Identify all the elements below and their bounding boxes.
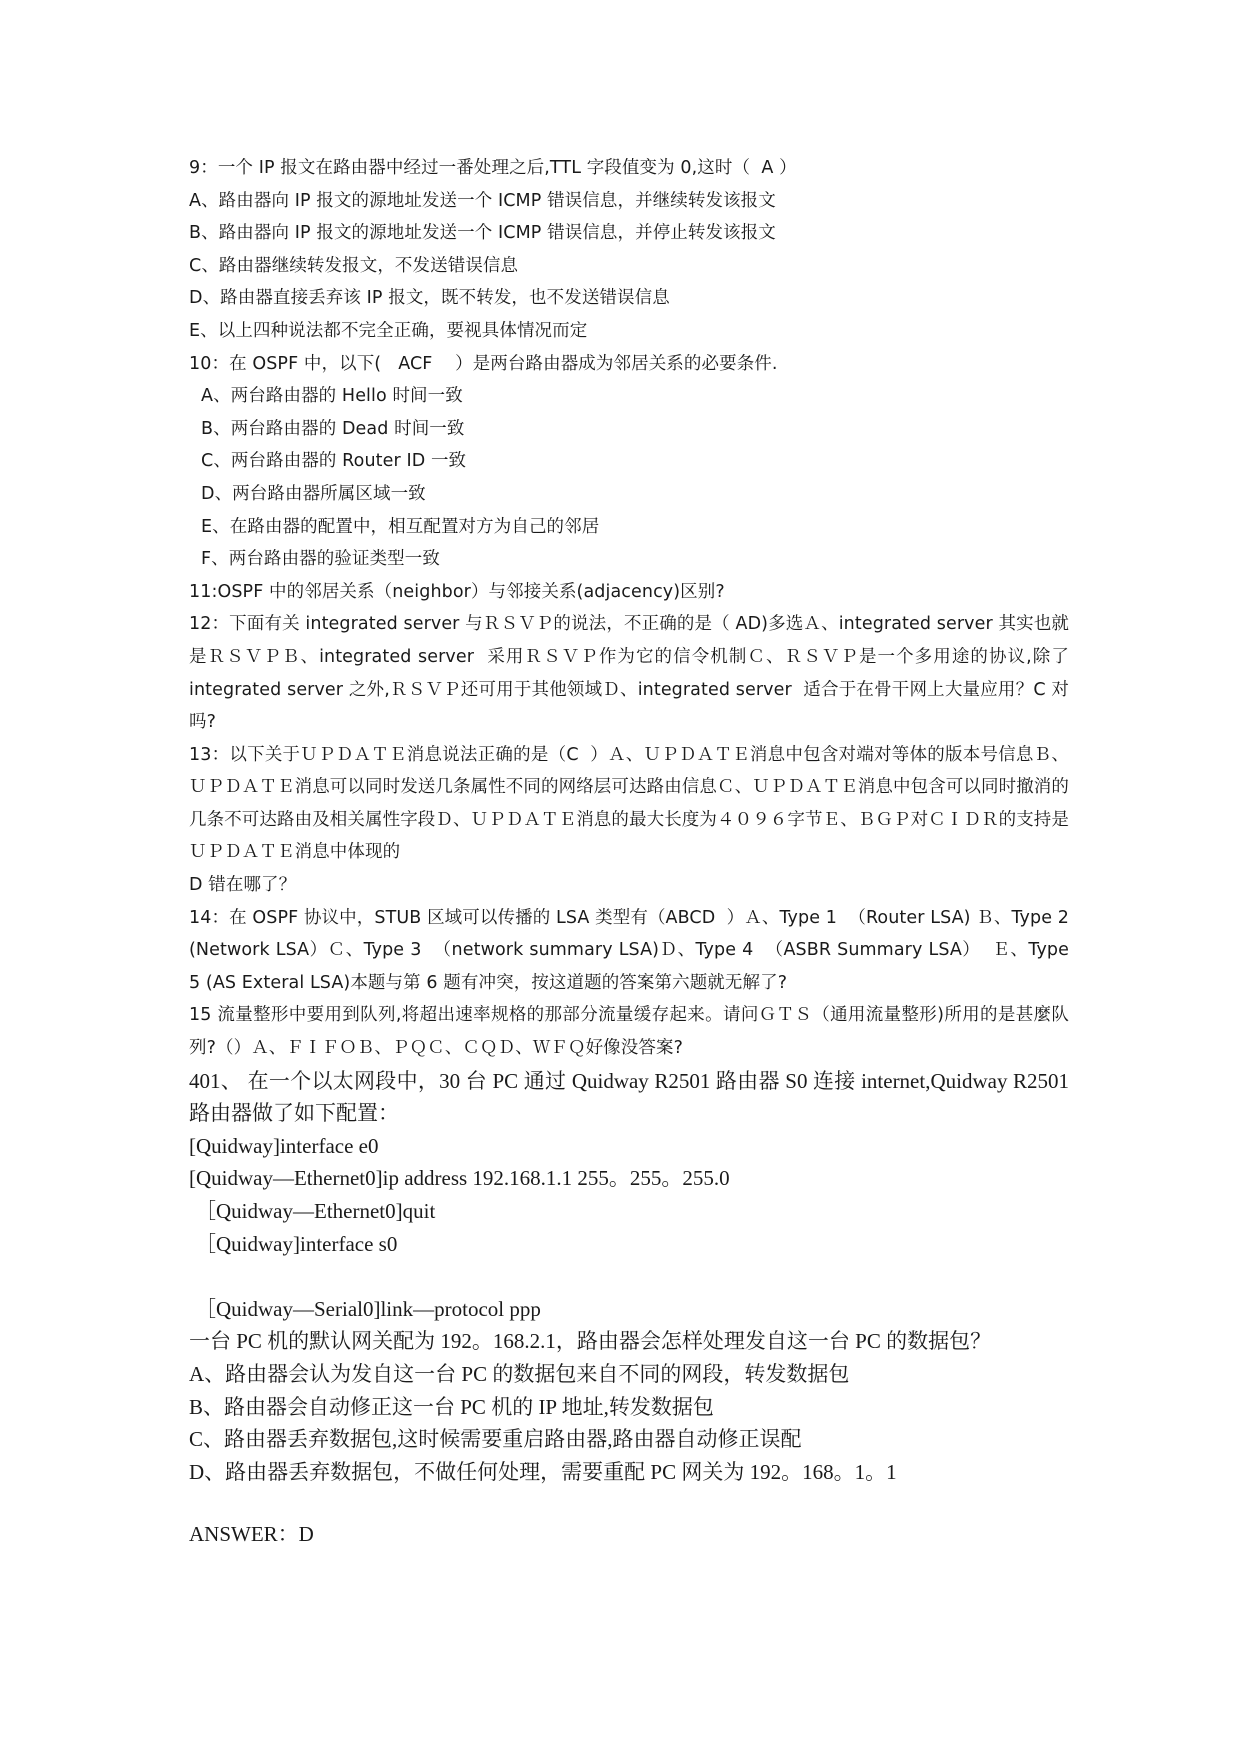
question-12-text: 12：下面有关 integrated server 与ＲＳＶＰ的说法，不正确的是（ AD)多选Ａ、integrated server 其实也就是ＲＳＶＰＢ、integrated server 采用ＲＳＶＰ作为它的信令机制Ｃ、ＲＳＶＰ是一个多用途的协议,除了 integrated server 之外,ＲＳＶＰ还可用于其他领域Ｄ、integrated server 适合于在骨干网上大量应用？C 对吗? bbox=[189, 614, 1075, 733]
question-401 bbox=[189, 1065, 1075, 1551]
question-401-option-a: A、路由器会认为发自这一台 PC 的数据包来自不同的网段，转发数据包 bbox=[189, 1361, 850, 1386]
question-9-option-c: C、路由器继续转发报文，不发送错误信息 bbox=[189, 255, 519, 276]
page-content bbox=[189, 152, 1075, 1551]
question-401-option-b: B、路由器会自动修正这一台 PC 机的 IP 地址,转发数据包 bbox=[189, 1394, 714, 1419]
question-13-note: D 错在哪了？ bbox=[189, 875, 297, 896]
spacer bbox=[189, 1488, 1069, 1518]
question-9-option-a: A、路由器向 IP 报文的源地址发送一个 ICMP 错误信息，并继续转发该报文 bbox=[189, 190, 776, 211]
question-10-stem: 10：在 OSPF 中，以下( ACF ）是两台路由器成为邻居关系的必要条件. bbox=[189, 353, 778, 374]
question-9-option-d: D、路由器直接丢弃该 IP 报文，既不转发，也不发送错误信息 bbox=[189, 288, 670, 309]
question-10-option-c: C、两台路由器的 Router ID 一致 bbox=[201, 451, 467, 472]
question-10-option-a: A、两台路由器的 Hello 时间一致 bbox=[201, 386, 463, 407]
question-10-option-d: D、两台路由器所属区域一致 bbox=[201, 483, 426, 504]
question-10-option-f: F、两台路由器的验证类型一致 bbox=[201, 549, 440, 570]
question-9-option-e: E、以上四种说法都不完全正确，要视具体情况而定 bbox=[189, 320, 588, 341]
spacer bbox=[189, 1260, 1069, 1293]
question-9-stem: 9：一个 IP 报文在路由器中经过一番处理之后,TTL 字段值变为 0,这时（ A ） bbox=[189, 158, 797, 178]
question-9 bbox=[189, 152, 1069, 348]
config-line-1: [Quidway]interface e0 bbox=[189, 1133, 379, 1158]
question-10 bbox=[189, 348, 1069, 576]
question-15-text: 15 流量整形中要用到队列,将超出速率规格的那部分流量缓存起来。请问ＧＴＳ（通用流量整形)所用的是甚麼队列?（）Ａ、ＦＩＦＯＢ、ＰＱＣ、ＣＱＤ、ＷＦＱ好像没答案? bbox=[189, 1005, 1069, 1059]
question-11 bbox=[189, 576, 1069, 609]
question-15 bbox=[189, 999, 1069, 1064]
config-line-5: ［Quidway—Serial0]link—protocol ppp bbox=[195, 1296, 541, 1321]
config-line-3: ［Quidway—Ethernet0]quit bbox=[195, 1199, 436, 1223]
question-401-prompt: 一台 PC 机的默认网关配为 192。168.2.1，路由器会怎样处理发自这一台 PC 的数据包？ bbox=[189, 1329, 992, 1354]
question-12 bbox=[189, 608, 1075, 738]
question-10-option-b: B、两台路由器的 Dead 时间一致 bbox=[201, 418, 465, 439]
question-13-text: 13：以下关于ＵＰＤＡＴＥ消息说法正确的是（C ）Ａ、ＵＰＤＡＴＥ消息中包含对端对等体的版本号信息Ｂ、ＵＰＤＡＴＥ消息可以同时发送几条属性不同的网络层可达路由信息Ｃ、ＵＰＤＡＴＥ消息中包含可以同时撤消的几条不可达路由及相关属性字段Ｄ、ＵＰＤＡＴＥ消息的最大长度为４０９６字节Ｅ、ＢＧＰ对ＣＩＤＲ的支持是ＵＰＤＡＴＥ消息中体现的 bbox=[189, 744, 1069, 863]
question-401-stem: 401、 在一个以太网段中，30 台 PC 通过 Quidway R2501 路由器 S0 连接 internet,Quidway R2501 路由器做了如下配置： bbox=[189, 1068, 1075, 1126]
question-14 bbox=[189, 902, 1075, 1000]
config-line-2: [Quidway—Ethernet0]ip address 192.168.1.1 255。255。255.0 bbox=[189, 1166, 730, 1191]
config-line-4: ［Quidway]interface s0 bbox=[195, 1231, 398, 1256]
question-401-option-c: C、路由器丢弃数据包,这时候需要重启路由器,路由器自动修正误配 bbox=[189, 1427, 802, 1452]
question-9-option-b: B、路由器向 IP 报文的源地址发送一个 ICMP 错误信息，并停止转发该报文 bbox=[189, 223, 776, 244]
question-11-text: 11:OSPF 中的邻居关系（neighbor）与邻接关系(adjacency)区别? bbox=[189, 581, 725, 602]
question-401-option-d: D、路由器丢弃数据包，不做任何处理，需要重配 PC 网关为 192。168。1。1 bbox=[189, 1459, 897, 1484]
question-13 bbox=[189, 739, 1069, 902]
question-14-text: 14：在 OSPF 协议中，STUB 区域可以传播的 LSA 类型有（ABCD ）Ａ、Type 1 （Router LSA) Ｂ、Type 2 (Network LSA）Ｃ、Type 3 （network summary LSA)Ｄ、Type 4 （ASBR Summary LSA） Ｅ、Type 5 (AS Exteral LSA)本题与第 6 题有冲突，按这道题的答案第六题就无解了? bbox=[189, 907, 1075, 993]
question-10-option-e: E、在路由器的配置中，相互配置对方为自己的邻居 bbox=[201, 516, 600, 537]
question-401-answer: ANSWER：D bbox=[189, 1522, 314, 1547]
